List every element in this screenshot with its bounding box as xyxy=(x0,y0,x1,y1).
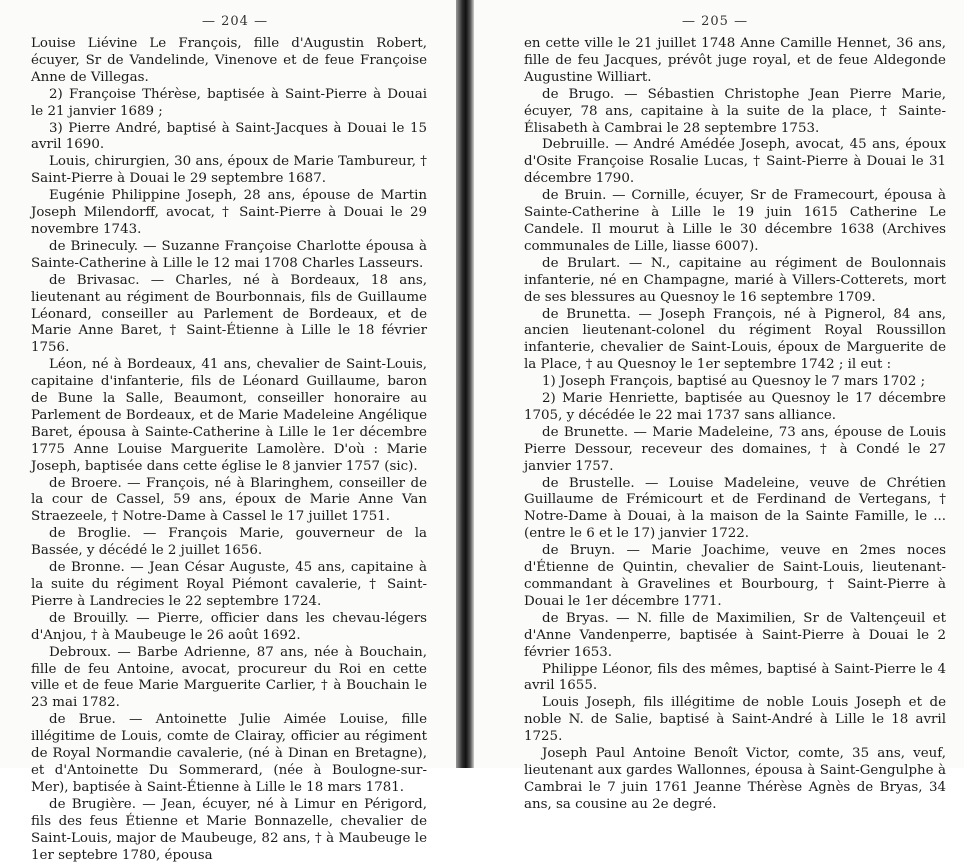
book-spine-shadow xyxy=(456,0,474,768)
paragraph: de Broere. — François, né à Blaringhem, conseiller de la cour de Cassel, 59 ans, époux de Marie Anne Van Straezeele, † Notre-Dame à Cassel le 17 juillet 1751. xyxy=(31,475,427,525)
paragraph: Philippe Léonor, fils des mêmes, baptisé à Saint-Pierre le 4 avril 1655. xyxy=(524,661,946,694)
paragraph: Eugénie Philippine Joseph, 28 ans, épouse de Martin Joseph Milendorff, avocat, † Saint-Pierre à Douai le 29 novembre 1743. xyxy=(31,188,427,237)
paragraph: de Brunetta. — Joseph François, né à Pignerol, 84 ans, ancien lieutenant-colonel du régiment Royal Roussillon infanterie, chevalier de Saint-Louis, époux de Marguerite de la Place, † au Quesnoy le 1er septembre 1742 ; il eut : xyxy=(524,306,946,373)
paragraph: 2) Françoise Thérèse, baptisée à Saint-Pierre à Douai le 21 janvier 1689 ; xyxy=(31,86,427,119)
paragraph: de Brue. — Antoinette Julie Aimée Louise, fille illégitime de Louis, comte de Clairay, officier au régiment de Royal Normandie cavalerie, (né à Dinan en Bretagne), et d'Antoinette Du Sommerard, (née à Boulogne-sur-Mer), baptisée à Saint-Étienne à Lille le 18 mars 1781. xyxy=(31,712,427,795)
paragraph: de Brugière. — Jean, écuyer, né à Limur en Périgord, fils des feus Étienne et Marie Bonnazelle, chevalier de Saint-Louis, major de Maubeuge, 82 ans, † à Maubeuge le 1er septebre 1780, épousa xyxy=(31,796,427,863)
paragraph: Debroux. — Barbe Adrienne, 87 ans, née à Bouchain, fille de feu Antoine, avocat, procureur du Roi en cette ville et de feue Marie Marguerite Carlier, † à Bouchain le 23 mai 1782. xyxy=(31,644,427,711)
right-page xyxy=(474,0,964,812)
paragraph: de Brustelle. — Louise Madeleine, veuve de Chrétien Guillaume de Frémicourt et de Ferdinand de Vertegans, † Notre-Dame à Douai, à la maison de la Sainte Famille, le ... (entre le 6 et le 17) janvier 1722. xyxy=(524,475,946,542)
paragraph: Louis, chirurgien, 30 ans, époux de Marie Tambureur, † Saint-Pierre à Douai le 29 septembre 1687. xyxy=(31,154,427,187)
paragraph: en cette ville le 21 juillet 1748 Anne Camille Hennet, 36 ans, fille de feu Jacques, prévôt juge royal, et de feue Aldegonde Augustine Williart. xyxy=(524,36,946,85)
paragraph: de Brulart. — N., capitaine au régiment de Boulonnais infanterie, né en Champagne, marié à Villers-Cotterets, mort de ses blessures au Quesnoy le 16 septembre 1709. xyxy=(524,255,946,305)
paragraph: de Broglie. — François Marie, gouverneur de la Bassée, y décédé le 2 juillet 1656. xyxy=(31,526,427,559)
paragraph: de Brivasac. — Charles, né à Bordeaux, 18 ans, lieutenant au régiment de Bourbonnais, fils de Guillaume Léonard, conseiller au Parlement de Bordeaux, et de Marie Anne Baret, † Saint-Étienne à Lille le 18 février 1756. xyxy=(31,272,427,356)
paragraph: de Bronne. — Jean César Auguste, 45 ans, capitaine à la suite du régiment Royal Piémont cavalerie, † Saint-Pierre à Landrecies le 22 septembre 1724. xyxy=(31,560,427,609)
paragraph: 2) Marie Henriette, baptisée au Quesnoy le 17 décembre 1705, y décédée le 22 mai 1737 sans alliance. xyxy=(524,391,946,423)
paragraph: Joseph Paul Antoine Benoît Victor, comte, 35 ans, veuf, lieutenant aux gardes Wallonnes, épousa à Saint-Gengulphe à Cambrai le 7 juin 1761 Jeanne Thérèse Agnès de Bryas, 34 ans, sa cousine au 2e degré. xyxy=(524,746,946,812)
paragraph: 1) Joseph François, baptisé au Quesnoy le 7 mars 1702 ; xyxy=(542,374,926,390)
paragraph: de Bruyn. — Marie Joachime, veuve en 2mes noces d'Étienne de Quintin, chevalier de Saint-Louis, lieutenant-commandant à Gravelines et Bourbourg, † Saint-Pierre à Douai le 1er décembre 1771. xyxy=(524,543,946,609)
paragraph: Debruille. — André Amédée Joseph, avocat, 45 ans, époux d'Osite Françoise Rosalie Lucas, † Saint-Pierre à Douai le 31 décembre 1790. xyxy=(524,137,946,187)
paragraph: de Bryas. — N. fille de Maximilien, Sr de Valtençeuil et d'Anne Vandenperre, baptisée à Saint-Pierre à Douai le 2 février 1653. xyxy=(524,610,946,660)
page-number-left: — 204 — xyxy=(202,14,269,29)
paragraph: Louis Joseph, fils illégitime de noble Louis Joseph et de noble N. de Salie, baptisé à Saint-André à Lille le 18 avril 1725. xyxy=(524,695,946,745)
left-page xyxy=(0,0,456,863)
paragraph: de Brouilly. — Pierre, officier dans les chevau-légers d'Anjou, † à Maubeuge le 26 août 1692. xyxy=(31,610,427,643)
paragraph: de Brunette. — Marie Madeleine, 73 ans, épouse de Louis Pierre Dessour, receveur des domaines, † à Condé le 27 janvier 1757. xyxy=(524,424,946,474)
paragraph: Léon, né à Bordeaux, 41 ans, chevalier de Saint-Louis, capitaine d'infanterie, fils de Léonard Guillaume, baron de Bune la Salle, Beaumont, conseiller honoraire au Parlement de Bordeaux, et de Marie Madeleine Angélique Baret, épousa à Sainte-Catherine à Lille le 1er décembre 1775 Anne Louise Marguerite Lamolère. D'où : Marie Joseph, baptisée dans cette église le 8 janvier 1757 (sic). xyxy=(31,357,427,474)
paragraph: de Bruin. — Cornille, écuyer, Sr de Framecourt, épousa à Sainte-Catherine à Lille le 19 juin 1615 Catherine Le Candele. Il mourut à Lille le 30 décembre 1638 (Archives communales de Lille, liasse 6007). xyxy=(524,188,946,254)
right-page-text xyxy=(524,36,946,814)
page-number-right: — 205 — xyxy=(682,14,749,29)
left-page-text xyxy=(31,36,427,864)
paragraph: Louise Liévine Le François, fille d'Augustin Robert, écuyer, Sr de Vandelinde, Vinenove et de feue Françoise Anne de Villegas. xyxy=(31,36,427,85)
paragraph: 3) Pierre André, baptisé à Saint-Jacques à Douai le 15 avril 1690. xyxy=(31,120,427,153)
paragraph: de Brugo. — Sébastien Christophe Jean Pierre Marie, écuyer, 78 ans, capitaine à la suite de la place, † Sainte-Élisabeth à Cambrai le 28 septembre 1753. xyxy=(524,86,946,136)
paragraph: de Brineculy. — Suzanne Françoise Charlotte épousa à Sainte-Catherine à Lille le 12 mai 1708 Charles Lasseurs. xyxy=(31,238,427,271)
